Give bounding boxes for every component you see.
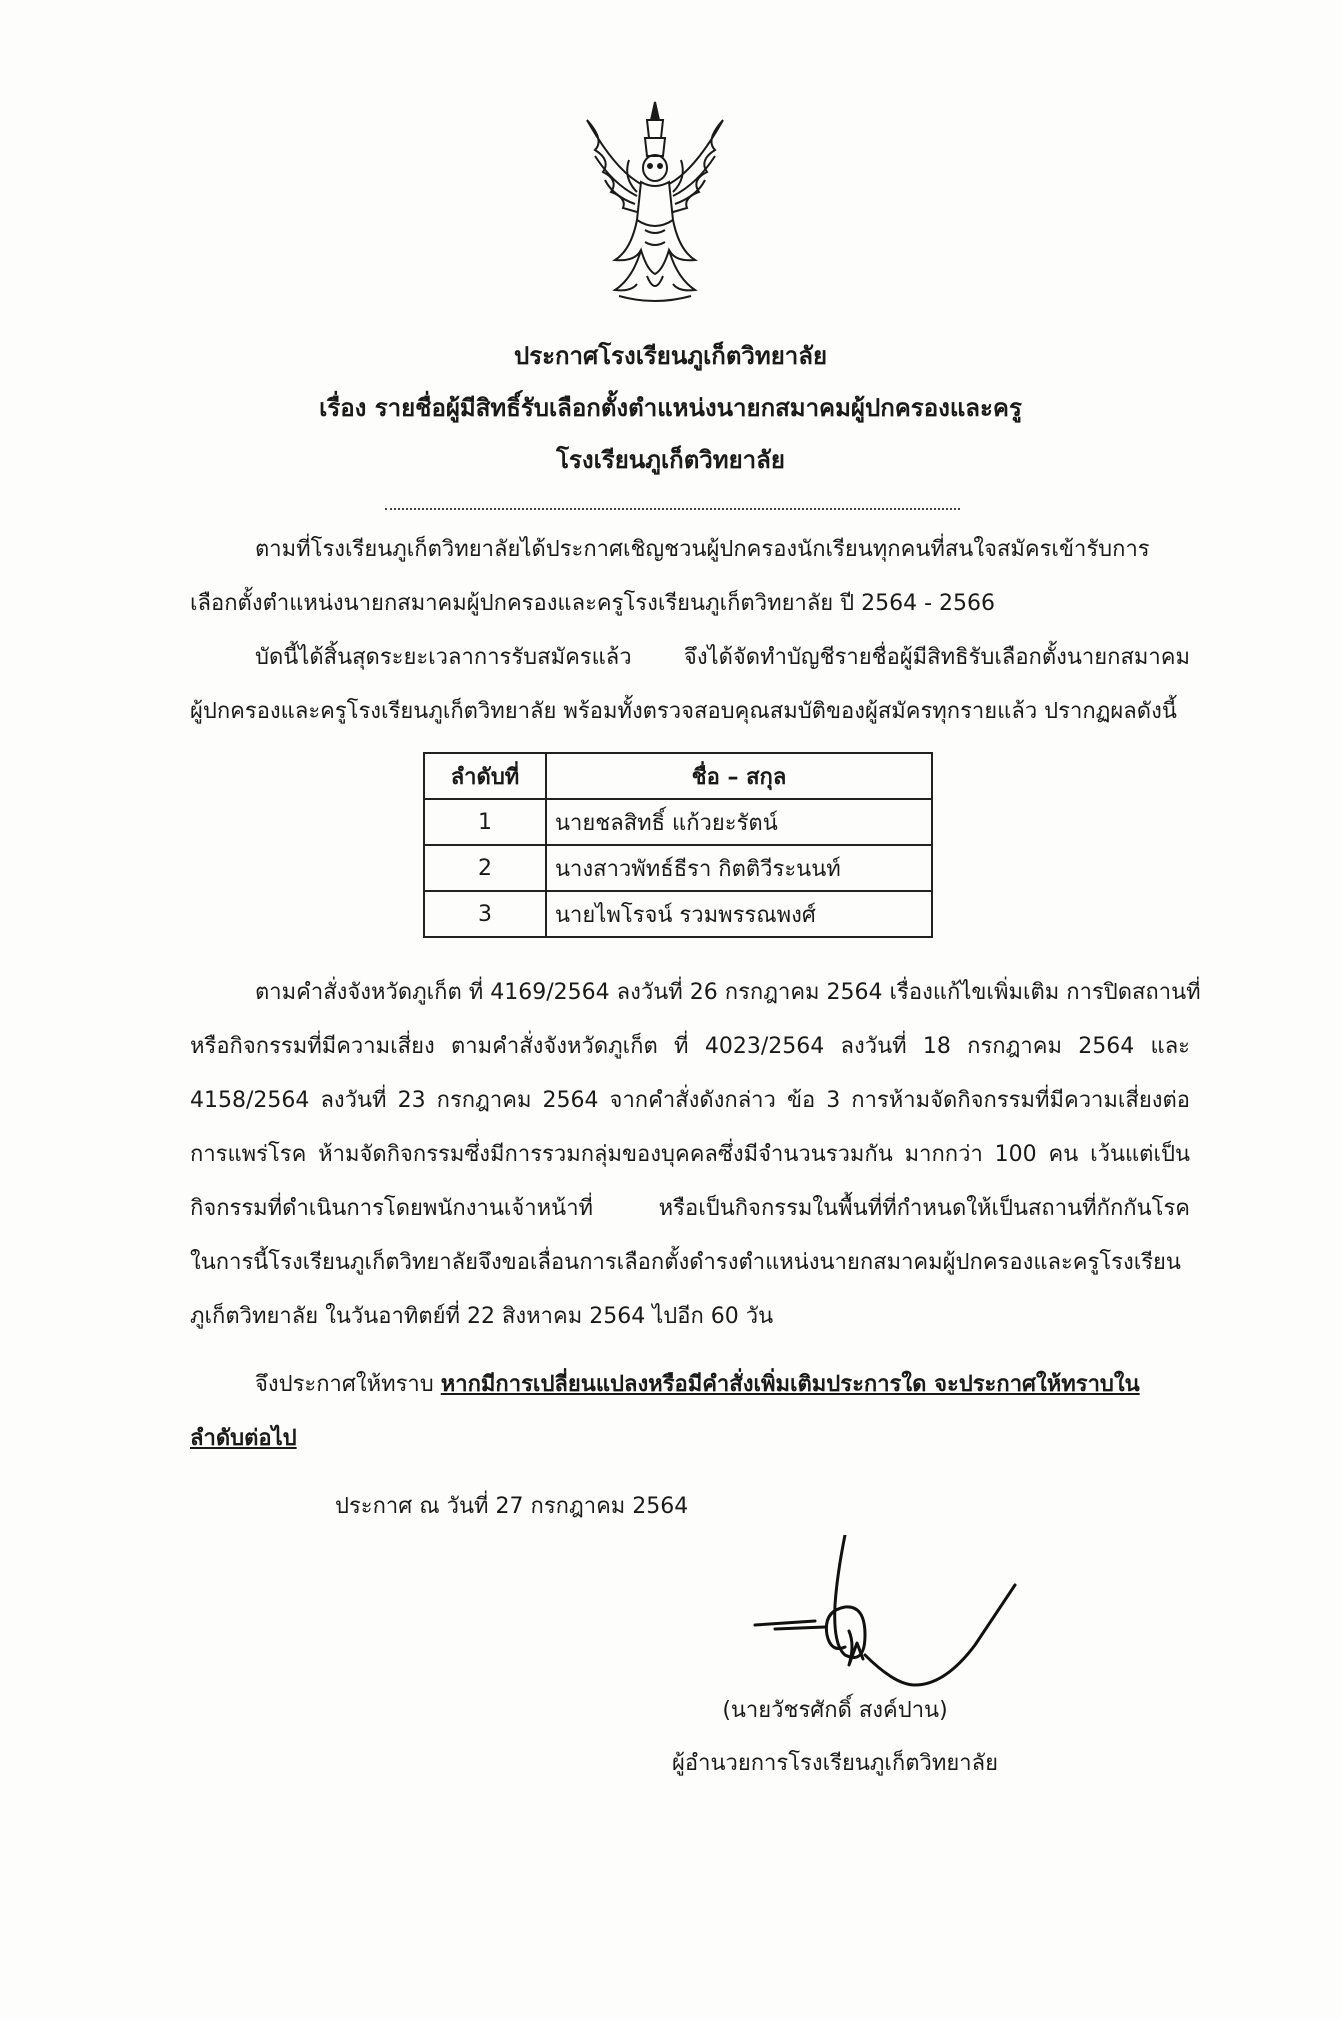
notice-emphasis-2: ลำดับต่อไป [190,1426,297,1451]
row-order: 2 [424,845,546,891]
signatory-position: ผู้อำนวยการโรงเรียนภูเก็ตวิทยาลัย [672,1751,998,1776]
notice-emphasis-1: หากมีการเปลี่ยนแปลงหรือมีคำสั่งเพิ่มเติมประการใด จะประกาศให้ทราบใน [440,1372,1140,1397]
signatory-name: (นายวัชรศักดิ์ สงค์ปาน) [722,1698,948,1723]
header-line-2: เรื่อง รายชื่อผู้มีสิทธิ์รับเลือกตั้งตำแหน่งนายกสมาคมผู้ปกครองและครู [319,394,1022,422]
signature-icon [745,1535,1025,1705]
order-line7: ภูเก็ตวิทยาลัย ในวันอาทิตย์ที่ 22 สิงหาคม 2564 ไปอีก 60 วัน [190,1304,774,1329]
order-line1: ตามคำสั่งจังหวัดภูเก็ต ที่ 4169/2564 ลงวันที่ 26 กรกฎาคม 2564 เรื่องแก้ไขเพิ่มเติม การปิดสถานที่ [255,980,1201,1005]
col-header-order: ลำดับที่ [424,753,546,799]
order-line5: กิจกรรมที่ดำเนินการโดยพนักงานเจ้าหน้าที่ หรือเป็นกิจกรรมในพื้นที่ที่กำหนดให้เป็นสถานที่กักกันโรค [190,1196,1190,1221]
order-line6: ในการนี้โรงเรียนภูเก็ตวิทยาลัยจึงขอเลื่อนการเลือกตั้งดำรงตำแหน่งนายกสมาคมผู้ปกครองและครูโรงเรียน [190,1250,1181,1275]
intro-p2-line2: ผู้ปกครองและครูโรงเรียนภูเก็ตวิทยาลัย พร้อมทั้งตรวจสอบคุณสมบัติของผู้สมัครทุกรายแล้ว ปรากฏผลดังนี้ [190,699,1177,724]
row-order: 1 [424,799,546,845]
table-row [424,891,932,937]
candidate-table [423,752,933,938]
header-line-1: ประกาศโรงเรียนภูเก็ตวิทยาลัย [513,342,828,370]
intro-p1-line2: เลือกตั้งตำแหน่งนายกสมาคมผู้ปกครองและครูโรงเรียนภูเก็ตวิทยาลัย ปี 2564 - 2566 [190,591,996,616]
intro-p2-line1: บัดนี้ได้สิ้นสุดระยะเวลาการรับสมัครแล้ว จึงได้จัดทำบัญชีรายชื่อผู้มีสิทธิรับเลือกตั้งนายกสมาคม [255,645,1190,670]
order-line3: 4158/2564 ลงวันที่ 23 กรกฎาคม 2564 จากคำสั่งดังกล่าว ข้อ 3 การห้ามจัดกิจกรรมที่มีความเสี่ยงต่อ [190,1088,1190,1113]
notice-lead: จึงประกาศให้ทราบ [255,1372,441,1397]
table-header-row [424,753,932,799]
announcement-date: ประกาศ ณ วันที่ 27 กรกฎาคม 2564 [335,1494,689,1519]
table-row [424,799,932,845]
order-line4: การแพร่โรค ห้ามจัดกิจกรรมซึ่งมีการรวมกลุ่มของบุคคลซึ่งมีจำนวนรวมกัน มากกว่า 100 คน เว้นแต่เป็น [190,1142,1190,1167]
row-name: นายชลสิทธิ์ แก้วยะรัตน์ [546,799,932,845]
col-header-name: ชื่อ – สกุล [546,753,932,799]
intro-p1-line1: ตามที่โรงเรียนภูเก็ตวิทยาลัยได้ประกาศเชิญชวนผู้ปกครองนักเรียนทุกคนที่สนใจสมัครเข้ารับการ [255,537,1150,562]
notice-line2 [190,1424,297,1454]
garuda-emblem-icon [575,100,735,310]
row-name: นางสาวพัทธ์ธีรา กิตติวีระนนท์ [546,845,932,891]
order-line2: หรือกิจกรรมที่มีความเสี่ยง ตามคำสั่งจังหวัดภูเก็ต ที่ 4023/2564 ลงวันที่ 18 กรกฎาคม 2564 และ [190,1034,1190,1059]
header-divider [385,508,960,510]
row-name: นายไพโรจน์ รวมพรรณพงศ์ [546,891,932,937]
header-line-3: โรงเรียนภูเก็ตวิทยาลัย [556,446,785,474]
row-order: 3 [424,891,546,937]
notice-line1 [255,1370,1190,1400]
table-row [424,845,932,891]
